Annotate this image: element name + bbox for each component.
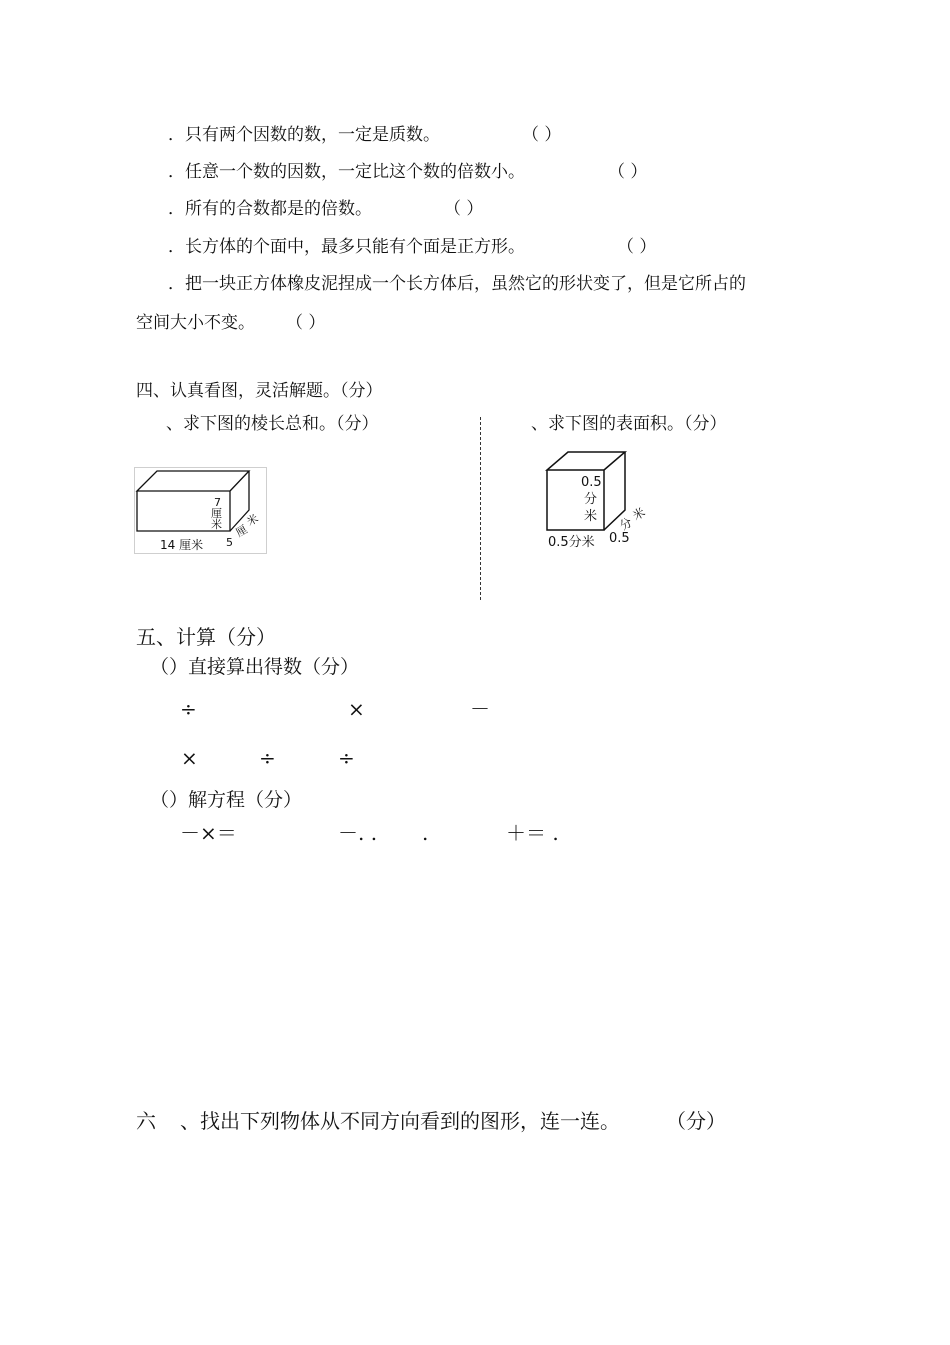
- cube-front-num: 0.5: [581, 475, 602, 490]
- cube-side-unit1: 分: [617, 514, 635, 534]
- judge-item-5-answer[interactable]: （ ）: [286, 313, 326, 333]
- calc-row1-op1: ÷: [180, 697, 197, 721]
- calc-row1-op2: ×: [348, 697, 365, 721]
- cube-side-num: 0.5: [609, 531, 630, 546]
- cube-front-unit2: 米: [584, 509, 598, 524]
- cube-bottom-label: 0.5分米: [548, 535, 595, 550]
- judge-item-1: ．只有两个因数的数，一定是质数。: [168, 125, 440, 145]
- calc-row2-op1: ×: [181, 746, 198, 770]
- equation-1: －×＝: [180, 821, 237, 845]
- cuboid-width-num: 5: [226, 536, 233, 549]
- calc-row1-op3: －: [470, 697, 490, 721]
- cuboid-figure: [134, 467, 269, 557]
- calc-row2-op2: ÷: [259, 746, 276, 770]
- section5-part1-title: （）直接算出得数（分）: [150, 656, 360, 678]
- section6-title: 、找出下列物体从不同方向看到的图形，连一连。: [180, 1109, 620, 1133]
- judge-item-5: ．把一块正方体橡皮泥捏成一个长方体后，虽然它的形状变了，但是它所占的: [168, 274, 746, 294]
- judge-item-5-continuation: 空间大小不变。: [136, 313, 255, 333]
- cuboid-length-label: 14 厘米: [160, 538, 204, 552]
- cube-figure: [540, 448, 655, 553]
- calc-row2-op3: ÷: [338, 746, 355, 770]
- judge-item-3: ．所有的合数都是的倍数。: [168, 199, 372, 219]
- judge-item-4: ．长方体的个面中，最多只能有个面是正方形。: [168, 237, 525, 257]
- judge-item-4-answer[interactable]: （ ）: [617, 237, 657, 257]
- section4-left-task: 、求下图的棱长总和。（分）: [166, 414, 379, 434]
- section6-score: （分）: [666, 1109, 726, 1133]
- cuboid-height-unit2: 米: [211, 518, 222, 531]
- judge-item-2: ．任意一个数的因数，一定比这个数的倍数小。: [168, 162, 525, 182]
- equation-4: ＋＝ .: [506, 821, 559, 845]
- cube-side-unit2: 米: [630, 504, 648, 524]
- equation-3: .: [422, 821, 429, 845]
- judge-item-1-answer[interactable]: （ ）: [522, 125, 562, 145]
- section6-number: 六: [136, 1109, 156, 1133]
- section5-title: 五、计算（分）: [136, 625, 276, 649]
- judge-item-3-answer[interactable]: （ ）: [444, 199, 484, 219]
- equation-2: －. .: [338, 821, 378, 845]
- cuboid-height-unit1: 厘: [211, 507, 222, 520]
- section5-part2-title: （）解方程（分）: [150, 789, 303, 811]
- section4-title: 四、认真看图，灵活解题。（分）: [136, 381, 383, 401]
- section4-right-task: 、求下图的表面积。（分）: [531, 414, 727, 434]
- section4-divider: [480, 417, 481, 600]
- cuboid-height-num: 7: [214, 496, 221, 509]
- judge-item-2-answer[interactable]: （ ）: [608, 162, 648, 182]
- cube-front-unit1: 分: [584, 492, 598, 507]
- cuboid-width-unit2: 米: [244, 511, 261, 529]
- cuboid-width-unit1: 厘: [233, 522, 250, 540]
